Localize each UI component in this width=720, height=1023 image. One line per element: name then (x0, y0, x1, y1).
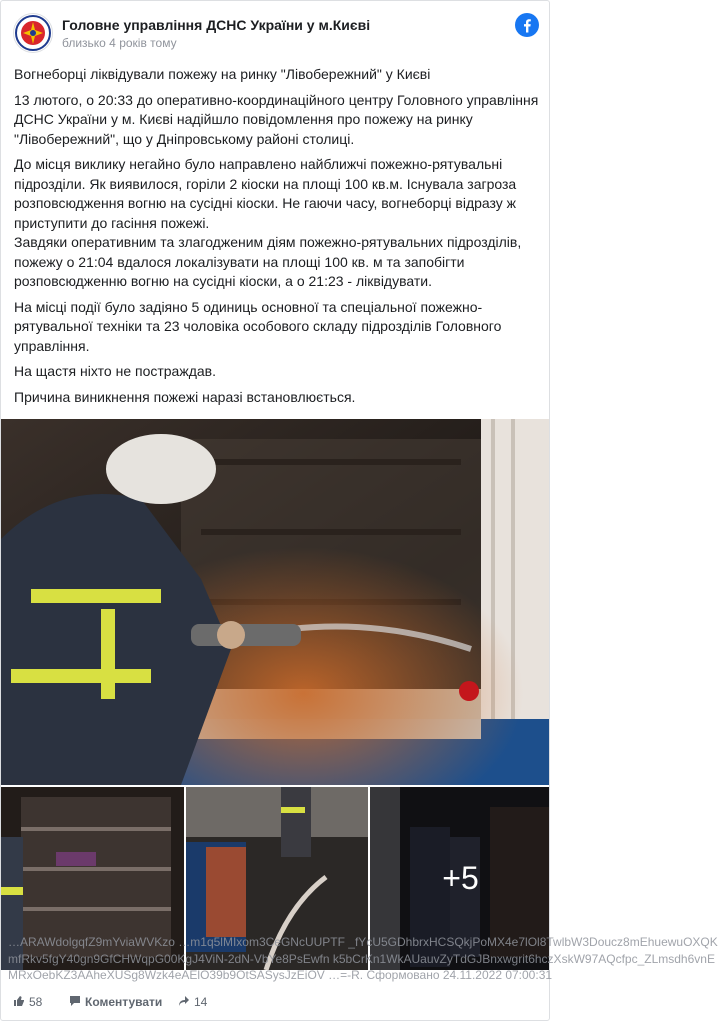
post-paragraph: На місці події було задіяно 5 одиниць основної та спеціальної пожежно-рятувальної техніки та 23 чоловіка особового складу підрозділів Головного управління. (14, 298, 502, 354)
post-paragraph: Причина виникнення пожежі наразі встановлюється. (14, 388, 356, 405)
reactions-count[interactable]: 58 (13, 995, 42, 1009)
embed-debug-overlay: …ARAWdolgqfZ9mYviaWVKzo …m1q5lMIxom3CeGNcUUPTF _fYcU5GDhbrxHCSQkjPoMX4e7lOl8TwlbW3Doucz8mEhuewuOXQKmfRkv5fgY40gn9GfCHWqpG00KgJ4ViN-2dN-VbYe8PsEwfn k5bCrKn1WkAUauvZyTdGJBnxwgrit6hczXskW97AQcfpc_ZLmsdh6vnEMRxOebKZ3AAheXUSg8Wzk4eAElO39b9OtSASysJzEiOV …=-R. Сформовано 24.11.2022 07:00:31 (8, 935, 718, 982)
page-avatar[interactable] (13, 13, 53, 53)
comment-button[interactable]: Коментувати (69, 995, 162, 1009)
facebook-logo-icon[interactable] (515, 13, 539, 37)
post-header (13, 13, 539, 57)
post-photo-main[interactable] (1, 419, 550, 785)
share-icon (178, 995, 190, 1007)
share-count[interactable]: 14 (178, 995, 207, 1009)
post-headline: Вогнеборці ліквідували пожежу на ринку "Лівобережний" у Києві (14, 66, 431, 82)
post-timestamp[interactable]: близько 4 років тому (62, 36, 177, 50)
thumbs-up-icon (13, 995, 25, 1007)
post-paragraph: На щастя ніхто не постраждав. (14, 363, 216, 379)
post-paragraph: До місця виклику негайно було направлено найближчі пожежно-рятувальні підрозділи. Як виявилося, горіли 2 кіоски на площі 100 кв.м. Існувала загроза розповсюдження вогню на сусідні кіоски. Не гаючи часу, вогнеборці відразу ж приступити до гасіння пожежі. (14, 156, 517, 231)
post-body (14, 65, 540, 413)
firefighter-photo (1, 419, 550, 785)
post-paragraph: 13 лютого, о 20:33 до оперативно-координаційного центру Головного управління ДСНС України у м. Києві надійшло повідомлення про пожежу на ринку "Лівобережний", що у Дніпровському районі столиці. (14, 91, 539, 147)
post-paragraph: Завдяки оперативним та злагодженим діям пожежно-рятувальних підрозділів, пожежу о 21:04 вдалося локалізувати на площі 100 кв. м та запобігти розповсюдженню вогню на сусідні кіоски, а о 21:23 - ліквідувати. (14, 234, 522, 289)
comment-icon (69, 995, 81, 1007)
dsns-emblem-icon (14, 14, 52, 52)
page-name[interactable]: Головне управління ДСНС України у м.Києві (62, 17, 371, 33)
post-footer (13, 995, 539, 1013)
more-photos-count: +5 (442, 860, 479, 896)
